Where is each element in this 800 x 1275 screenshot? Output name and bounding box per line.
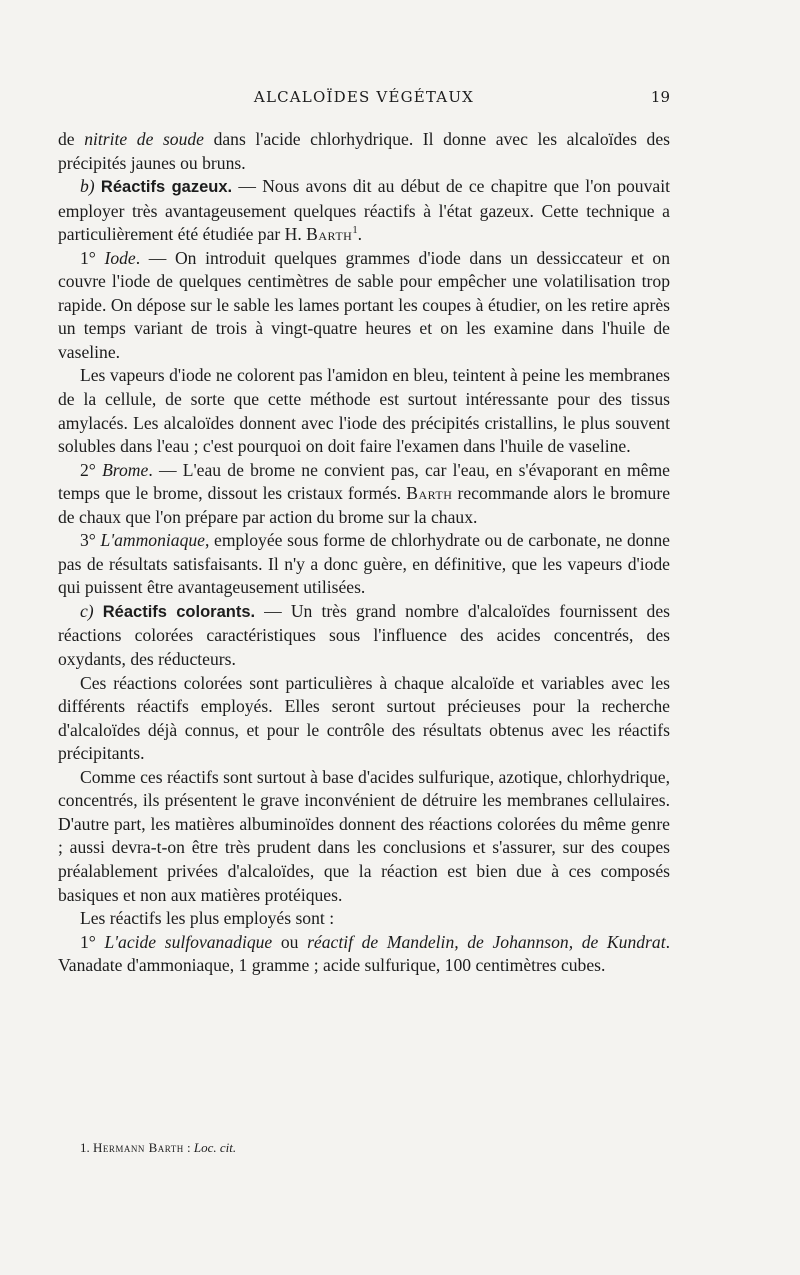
paragraph-most-used: Les réactifs les plus employés sont : [80, 908, 335, 929]
item-title: Iode [104, 247, 136, 268]
item-number: 1° [80, 931, 96, 952]
paragraph-sulfovanadique [58, 931, 670, 978]
footnote [58, 1140, 670, 1156]
item-title: Brome [102, 459, 149, 480]
text-run: . [357, 224, 363, 245]
paragraph-color-reactions: Ces réactions colorées sont particulières à chaque alcaloïde et variables avec les différents réactifs employés. Elles seront surtout précieuses pour la recherche d'alcaloïdes déjà connus, et pour le contrôle des résultats obtenus avec les réactifs précipitants. [58, 672, 670, 764]
section-heading: Réactifs colorants. [102, 602, 256, 621]
text-run: ou [272, 931, 308, 952]
text-run: . — On introduit quelques grammes d'iode dans un dessiccateur et on couvre l'iode de quelques centimètres de sable pour empêcher une volatilisation trop rapide. On dépose sur le sable les lames portant les coupes à étudier, on les retire après un temps variant de trois à vingt-quatre heures et on les examine dans l'huile de vaseline. [58, 247, 670, 362]
section-heading: Réactifs gazeux. [100, 178, 233, 197]
text-run: de [58, 129, 85, 149]
footnote-ref: 1 [352, 225, 358, 237]
text-run: dans l'acide chlorhydrique. Il donne avec les alcaloïdes des précipités jaunes ou bruns. [58, 129, 670, 173]
footnote-author: Hermann Barth [93, 1140, 184, 1155]
item-number: 2° [80, 459, 96, 480]
item-number: 1° [80, 247, 96, 268]
section-label: c) [80, 600, 94, 621]
body-text [58, 128, 670, 978]
author-name: Barth [406, 483, 453, 504]
footnote-citation: Loc. cit. [193, 1140, 237, 1155]
paragraph-brome [58, 459, 670, 530]
italic-term: nitrite de soude [84, 129, 204, 149]
paragraph-color-reagents [58, 600, 670, 672]
item-title: réactif de Mandelin, de Johannson, de Kundrat [307, 931, 666, 952]
paragraph-gaseous-reagents [58, 175, 670, 247]
paragraph-1 [58, 128, 670, 175]
text-run: recommande alors le bromure de chaux que l'on prépare par action du brome sur la chaux. [58, 483, 670, 527]
item-title: L'ammoniaque [100, 530, 205, 551]
author-name: Barth [306, 224, 353, 245]
footnote-number: 1. [80, 1140, 90, 1155]
running-title: ALCALOÏDES VÉGÉTAUX [253, 88, 475, 106]
text-run: : [183, 1140, 194, 1155]
text-run: . — L'eau de brome ne convient pas, car l'eau, en s'évaporant en même temps que le brome, dissout les cristaux formés. [58, 459, 670, 504]
item-title: L'acide sulfovanadique [104, 931, 273, 952]
paragraph-iode [58, 247, 670, 365]
text-run: . Vanadate d'ammoniaque, 1 gramme ; acide sulfurique, 100 centimètres cubes. [58, 931, 670, 976]
text-run: , employée sous forme de chlorhydrate ou de carbonate, ne donne pas de résultats satisfaisants. Il n'y a donc guère, en définitive, que les vapeurs d'iode qui puissent être avantageusement utilisées. [58, 530, 670, 598]
item-number: 3° [80, 530, 96, 551]
text-run: — Un très grand nombre d'alcaloïdes fournissent des réactions colorées caractéristiques sous l'influence des acides concentrés, des oxydants, des réducteurs. [58, 600, 671, 670]
page-header [58, 88, 670, 112]
paragraph-iode-vapors: Les vapeurs d'iode ne colorent pas l'amidon en bleu, teintent à peine les membranes de la cellule, de sorte que cette méthode est surtout intéressante pour des tissus amylacés. Les alcaloïdes donnent avec l'iode des précipités cristallins, le plus souvent solubles dans l'eau ; c'est pourquoi on doit faire l'examen dans l'huile de vaseline. [58, 365, 670, 457]
page-number: 19 [650, 88, 670, 106]
paragraph-acids: Comme ces réactifs sont surtout à base d'acides sulfurique, azotique, chlorhydrique, concentrés, ils présentent le grave inconvénient de détruire les membranes cellulaires. D'autre part, les matières albuminoïdes donnent des réactions colorées du même genre ; aussi devra-t-on être très prudent dans les conclusions et s'assurer, sur des coupes préalablement privées d'alcaloïdes, que la réaction est bien due à ces composés basiques et non aux matières protéiques. [58, 766, 670, 905]
section-label: b) [80, 176, 95, 197]
paragraph-ammoniaque [58, 529, 670, 600]
text-run: — Nous avons dit au début de ce chapitre que l'on pouvait employer très avantageusement quelques réactifs à l'état gazeux. Cette technique a particulièrement été étudiée par H. [58, 176, 670, 245]
